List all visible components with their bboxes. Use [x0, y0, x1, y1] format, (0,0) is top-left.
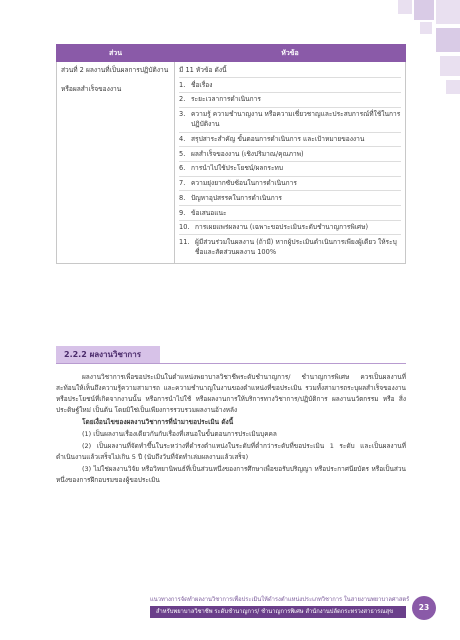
- list-item: [179, 235, 401, 259]
- list-item: [179, 221, 401, 236]
- item-number: 5.: [179, 149, 186, 158]
- decor-square: [420, 22, 432, 34]
- heading-divider: [56, 363, 406, 364]
- item-number: 6.: [179, 164, 186, 173]
- item-text: ผลสำเร็จของงาน (เชิงปริมาณ/คุณภาพ): [191, 149, 304, 158]
- decor-square: [440, 56, 460, 76]
- item-text: ข้อเสนอแนะ: [191, 208, 227, 217]
- page-footer: [0, 586, 460, 640]
- condition-item: (3) ไม่ใช่ผลงานวิจัย หรือวิทยานิพนธ์ที่เป็นส่วนหนึ่งของการศึกษาเพื่อขอรับปริญญา หรือประกาศนียบัตร หรือเป็นส่วนหนึ่งของการฝึกอบรมของผู้ขอประเมิน: [56, 465, 406, 484]
- topics-table: [56, 44, 406, 264]
- topics-list: [179, 78, 401, 259]
- table-header-row: [57, 45, 406, 62]
- decor-square: [436, 0, 460, 24]
- page-number: 23: [412, 596, 436, 620]
- item-text: ปัญหาอุปสรรคในการดำเนินการ: [191, 193, 282, 202]
- section-line: หรือผลสำเร็จของงาน: [61, 85, 122, 94]
- item-number: 2.: [179, 95, 186, 104]
- decor-square: [398, 0, 412, 14]
- footer-title: แนวทางการจัดทำผลงานวิชาการเพื่อประเมินให้ดำรงตำแหน่งประเภทวิชาการ ในสายงานพยาบาลศาสตร์: [150, 597, 410, 603]
- decor-square: [414, 0, 434, 20]
- list-item: [179, 108, 401, 133]
- list-item: [179, 162, 401, 177]
- item-text: ระยะเวลาการดำเนินการ: [191, 95, 261, 104]
- item-number: 9.: [179, 208, 186, 217]
- list-item: [179, 206, 401, 221]
- topics-cell: [175, 62, 406, 264]
- section-cell: [57, 62, 175, 264]
- table-row: [57, 62, 406, 264]
- item-number: 1.: [179, 80, 186, 89]
- item-text: ความยุ่งยากซับซ้อนในการดำเนินการ: [191, 179, 297, 188]
- list-item: [179, 177, 401, 192]
- item-text: ความรู้ ความชำนาญงาน หรือความเชี่ยวชาญและประสบการณ์ที่ใช้ในการปฏิบัติงาน: [191, 110, 401, 129]
- item-text: สรุปสาระสำคัญ ขั้นตอนการดำเนินการ และเป้าหมายของงาน: [191, 135, 365, 144]
- list-item: [179, 78, 401, 93]
- conditions-heading: โดยเงื่อนไขของผลงานวิชาการที่นำมาขอประเมิน ดังนี้: [82, 418, 234, 426]
- list-item: [179, 133, 401, 148]
- decor-square: [436, 28, 460, 52]
- list-item: [179, 147, 401, 162]
- table-header-topics: หัวข้อ: [175, 45, 406, 62]
- item-number: 8.: [179, 193, 186, 202]
- item-text: การเผยแพร่ผลงาน (เฉพาะขอประเมินระดับชำนาญการพิเศษ): [195, 223, 369, 232]
- table-header-section: ส่วน: [57, 45, 175, 62]
- item-text: การนำไปใช้ประโยชน์/ผลกระทบ: [191, 164, 284, 173]
- decor-square: [446, 80, 460, 94]
- list-item: [179, 191, 401, 206]
- footer-subtitle-bar: สำหรับพยาบาลวิชาชีพ ระดับชำนาญการ/ ชำนาญการพิเศษ สำนักงานปลัดกระทรวงสาธารณสุข: [150, 606, 406, 618]
- item-number: 3.: [179, 110, 186, 119]
- item-text: ชื่อเรื่อง: [191, 80, 213, 89]
- item-number: 10.: [179, 223, 190, 232]
- item-number: 11.: [179, 237, 190, 246]
- section-heading: 2.2.2 ผลงานวิชาการ: [56, 346, 160, 363]
- paragraph: ผลงานวิชาการเพื่อขอประเมินในตำแหน่งพยาบาลวิชาชีพระดับชำนาญการ/ ชำนาญการพิเศษ ควรเป็นผลงานที่สะท้อนให้เห็นถึงความรู้ความสามารถ และความชำนาญในงานของตำแหน่งที่ขอประเมิน รวมทั้งสามารถระบุผลสำเร็จของงานหรือประโยชน์ที่เกิดจากงานนั้น หรือการนำไปใช้ หรือผลงานการให้บริการทางวิชาการ/ปฏิบัติการ ผลงานนวัตกรรม หรือ สิ่งประดิษฐ์ใหม่ เป็นต้น โดยมิใช่เป็นเพียงการรวบรวมผลงานอ้างหลัง: [56, 373, 406, 414]
- section-body: [56, 372, 406, 487]
- item-text: ผู้มีส่วนร่วมในผลงาน (ถ้ามี) หากผู้ประเมินดำเนินการเพียงผู้เดียว ให้ระบุชื่อและสัดส่วนผลงาน 100%: [195, 237, 397, 257]
- list-item: [179, 93, 401, 108]
- section-line: ส่วนที่ 2 ผลงานที่เป็นผลการปฏิบัติงาน: [61, 66, 169, 74]
- condition-item: (1) เป็นผลงานเรื่องเดียวกันกับเรื่องที่เสนอในขั้นตอนการประเมินบุคคล: [82, 430, 277, 438]
- topics-intro: มี 11 หัวข้อ ดังนี้: [179, 65, 401, 78]
- item-number: 4.: [179, 135, 186, 144]
- item-number: 7.: [179, 179, 186, 188]
- condition-item: (2) เป็นผลงานที่จัดทำขึ้นในระหว่างที่ดำรงตำแหน่งในระดับที่ต่ำกว่าระดับที่ขอประเมิน 1 ระดับ และเป็นผลงานที่ดำเนินงานแล้วเสร็จไม่เกิน 5 ปี (นับถึงวันที่จัดทำเล่มผลงานแล้วเสร็จ): [56, 442, 406, 461]
